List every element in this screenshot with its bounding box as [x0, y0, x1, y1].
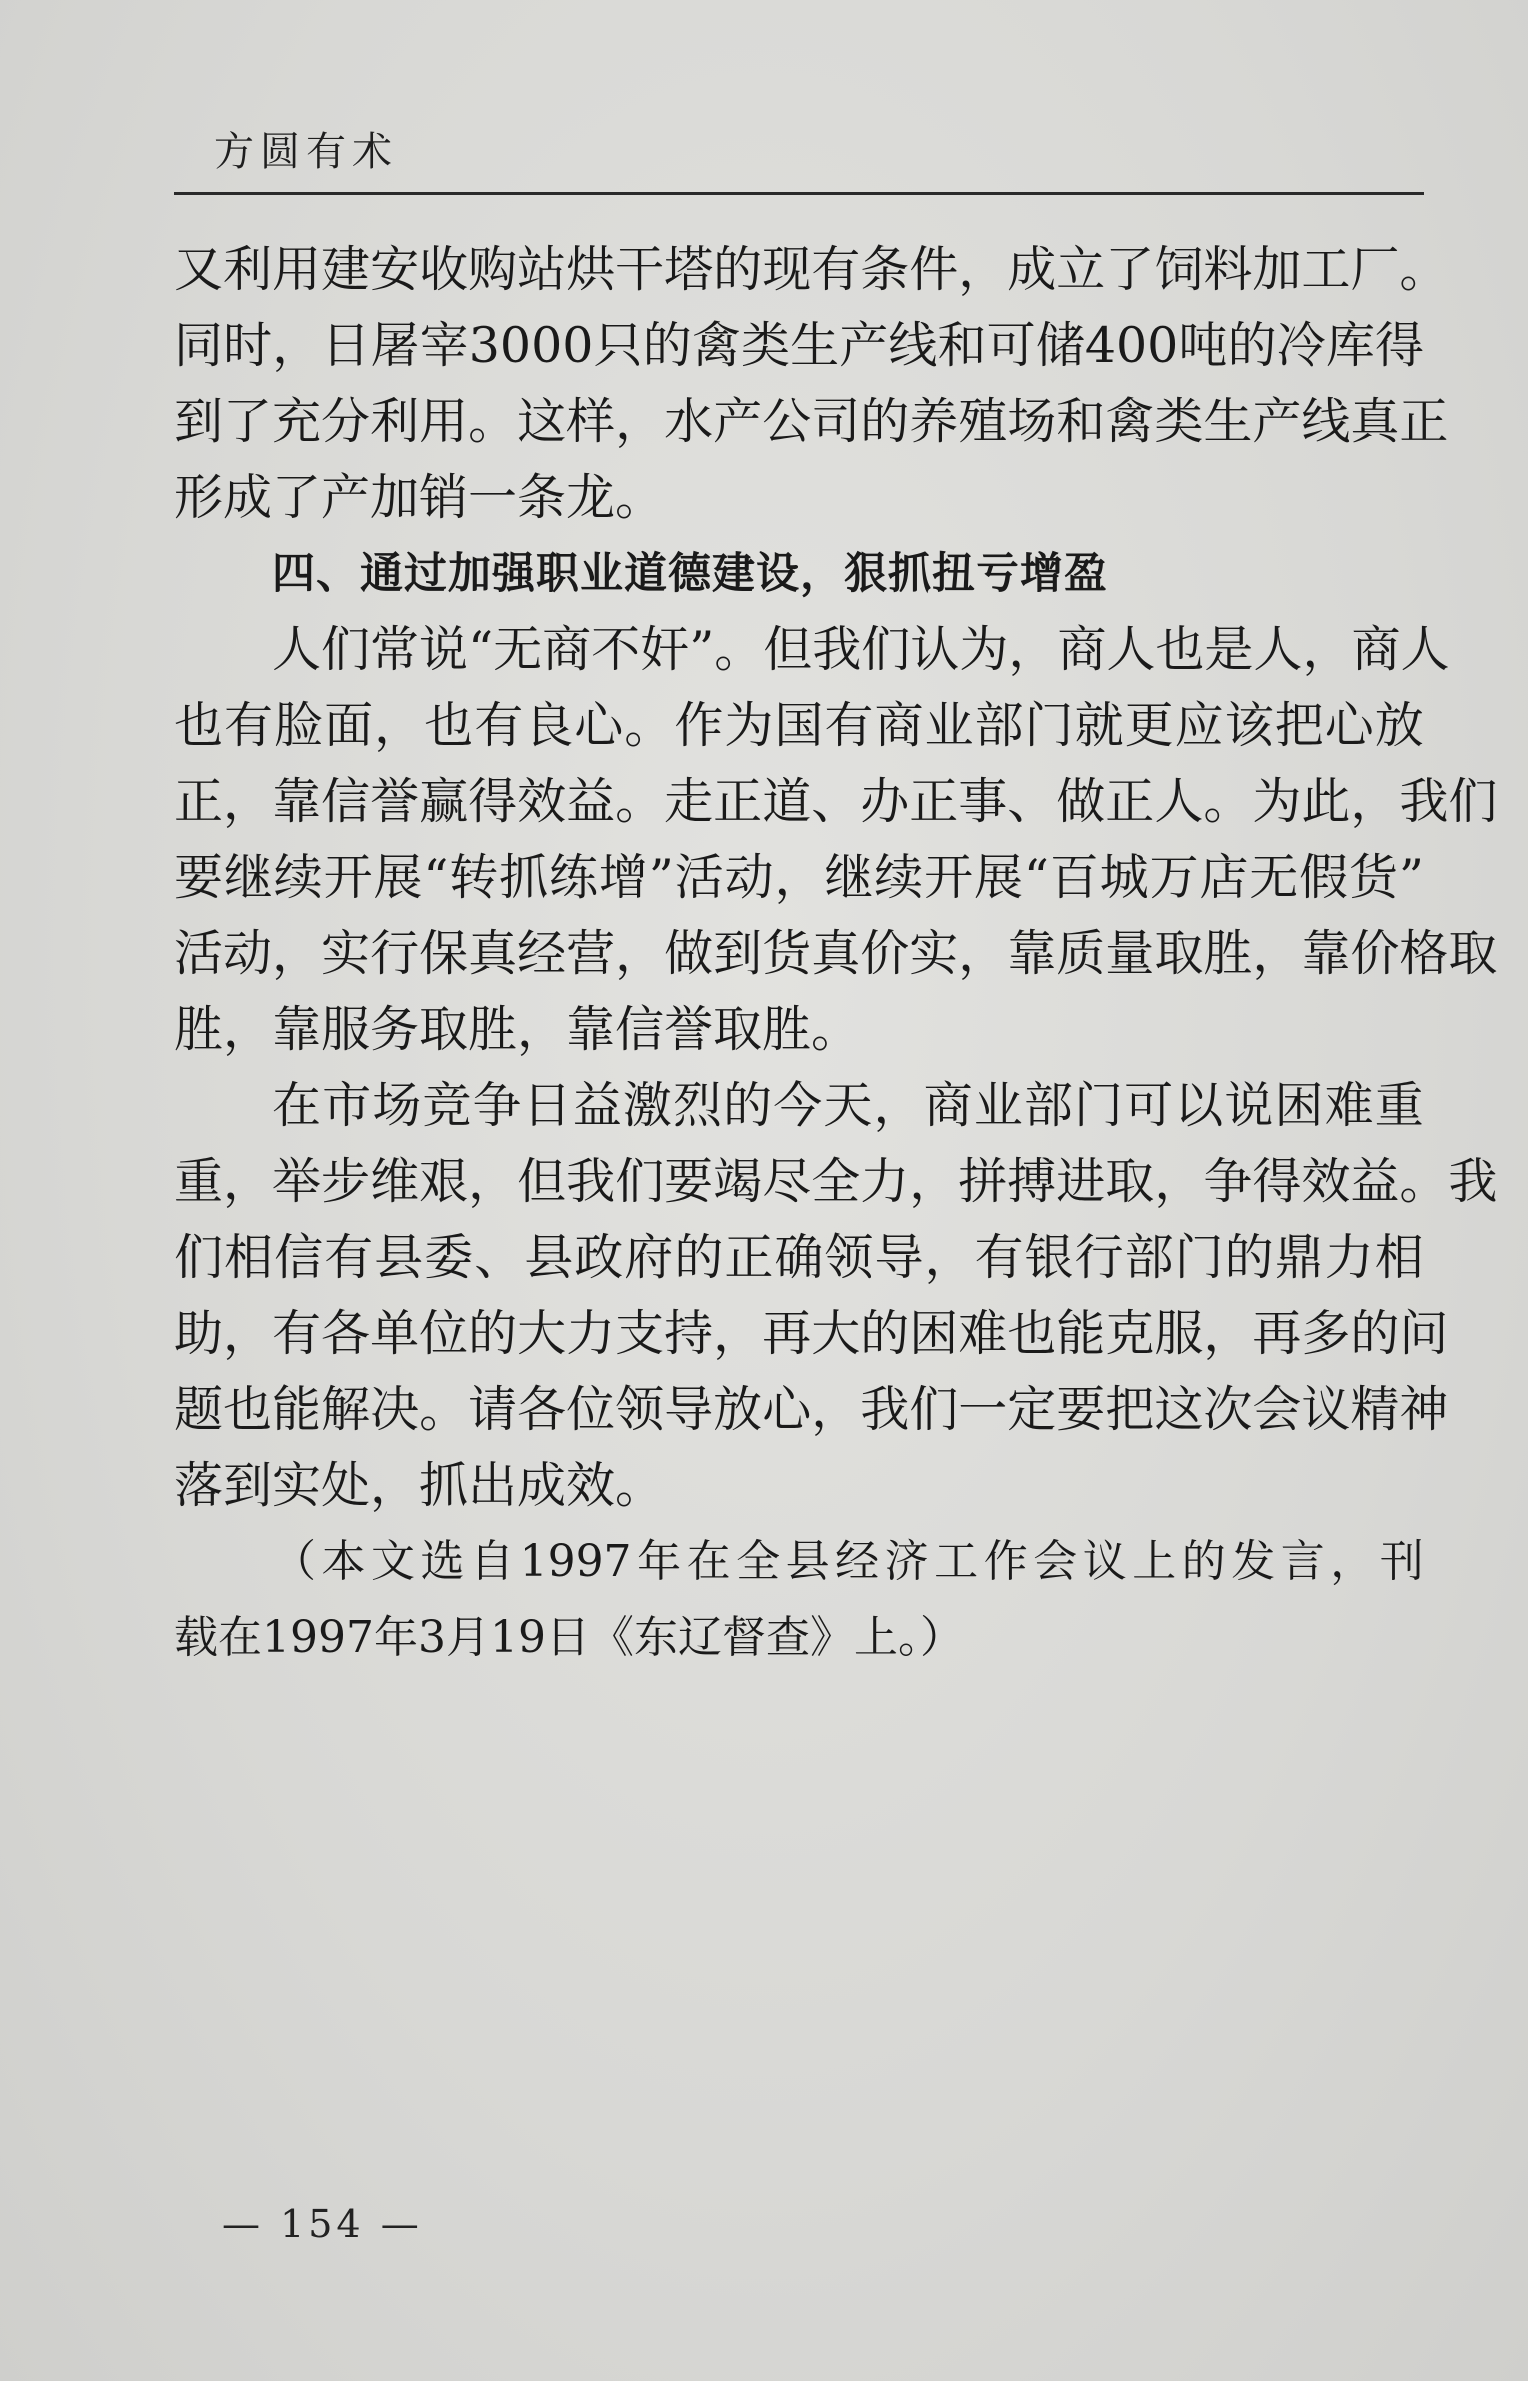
text-line: 形成了产加销一条龙。: [174, 469, 665, 526]
header-rule: [174, 192, 1424, 195]
text-line: 人 们 常 说 “ 无 商 不 奸 ” 。 但 我 们 认 为 ， 商 人 也 是 人 ， 商 人: [272, 621, 1450, 678]
text-line: 助 ， 有 各 单 位 的 大 力 支 持 ， 再 大 的 困 难 也 能 克 服 ， 再 多 的 问: [174, 1305, 1449, 1362]
text-line: 重 ， 举 步 维 艰 ， 但 我 们 要 竭 尽 全 力 ， 拼 搏 进 取 ， 争 得 效 益 。 我: [174, 1153, 1498, 1210]
text-line: 又 利 用 建 安 收 购 站 烘 干 塔 的 现 有 条 件 ， 成 立 了 饲 料 加 工 厂 。: [174, 241, 1449, 298]
text-line: 也 有 脸 面 ， 也 有 良 心 。 作 为 国 有 商 业 部 门 就 更 应 该 把 心 放: [174, 697, 1424, 754]
running-header: 方圆有术: [214, 129, 398, 175]
text-line: 在 市 场 竞 争 日 益 激 烈 的 今 天 ， 商 业 部 门 可 以 说 困 难 重: [272, 1077, 1424, 1134]
text-line: 胜，靠服务取胜，靠信誉取胜。: [174, 1001, 861, 1058]
text-line: 要 继 续 开 展 “ 转 抓 练 增 ” 活 动 ， 继 续 开 展 “ 百 城 万 店 无 假 货 ”: [174, 849, 1424, 906]
text-line: 活 动 ， 实 行 保 真 经 营 ， 做 到 货 真 价 实 ， 靠 质 量 取 胜 ， 靠 价 格 取: [174, 925, 1498, 982]
text-line: 同 时 ， 日 屠 宰 3000 只 的 禽 类 生 产 线 和 可 储 400 吨 的 冷 库 得: [174, 317, 1424, 374]
page-number: — 154 —: [222, 2202, 423, 2246]
text-line: 正 ， 靠 信 誉 赢 得 效 益 。 走 正 道 、 办 正 事 、 做 正 人 。 为 此 ， 我 们: [174, 773, 1498, 830]
text-line: 们 相 信 有 县 委 、 县 政 府 的 正 确 领 导 ， 有 银 行 部 门 的 鼎 力 相: [174, 1229, 1424, 1286]
text-line: 到 了 充 分 利 用 。 这 样 ， 水 产 公 司 的 养 殖 场 和 禽 类 生 产 线 真 正: [174, 393, 1449, 450]
text-line: （ 本 文 选 自 1997 年 在 全 县 经 济 工 作 会 议 上 的 发 言 ， 刊: [272, 1536, 1424, 1587]
text-line: 载在1997年3月19日《东辽督查》上。）: [174, 1612, 964, 1663]
text-line: 落到实处，抓出成效。: [174, 1457, 665, 1514]
text-line: 题 也 能 解 决 。 请 各 位 领 导 放 心 ， 我 们 一 定 要 把 这 次 会 议 精 神: [174, 1381, 1449, 1438]
text-line: 四、通过加强职业道德建设，狠抓扭亏增盈: [272, 549, 1108, 599]
body-text: [174, 232, 1498, 1676]
